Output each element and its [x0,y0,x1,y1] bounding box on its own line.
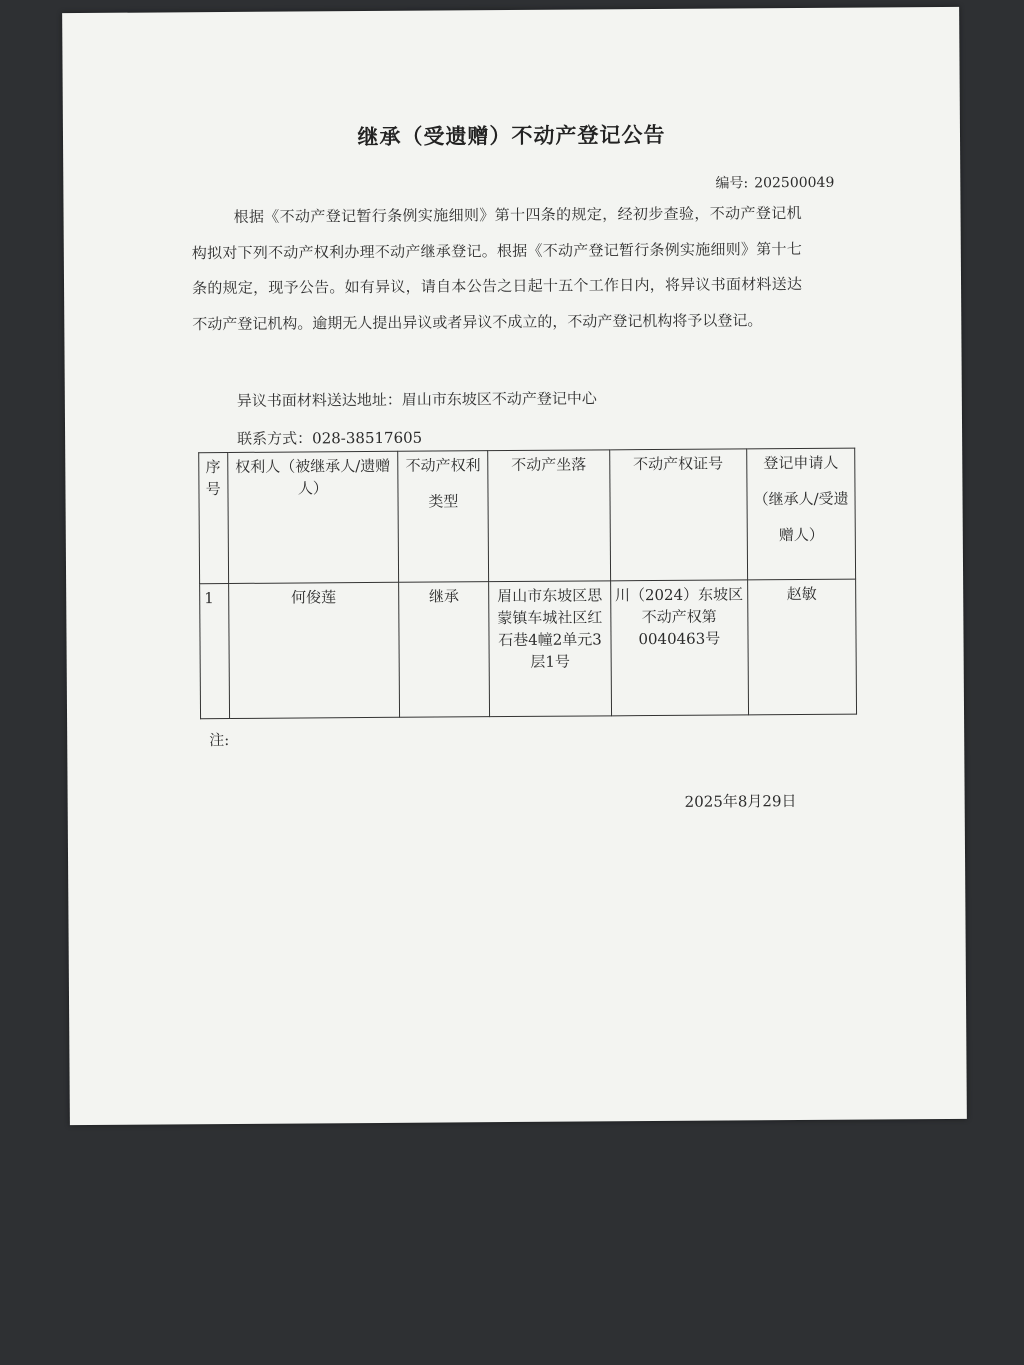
header-applicant-line1: 登记申请人 [763,453,839,473]
contact-info [237,427,422,449]
header-right-type [398,451,489,583]
cell-applicant: 赵敏 [748,579,857,715]
contact-value: 028-38517605 [312,428,423,448]
objection-address-label: 异议书面材料送达地址： [236,390,402,410]
header-location: 不动产坐落 [488,450,610,582]
header-no: 序号 [199,453,229,584]
cell-right-type: 继承 [399,582,490,718]
table-header-row [199,448,856,584]
notice-body: 根据《不动产登记暂行条例实施细则》第十四条的规定，经初步查验，不动产登记机构拟对下列不动产权利办理不动产继承登记。根据《不动产登记暂行条例实施细则》第十七条的规定，现予公告。如有异议，请自本公告之日起十五个工作日内，将异议书面材料送达不动产登记机构。逾期无人提出异议或者异议不成立的，不动产登记机构将予以登记。 [191,203,803,333]
notice-date: 2025年8月29日 [684,792,797,811]
cell-location: 眉山市东坡区思蒙镇车城社区红石巷4幢2单元3层1号 [489,581,611,717]
notice-title: 继承（受遗赠）不动产登记公告 [357,122,666,150]
header-right-type-line2: 类型 [428,492,459,511]
document-number [709,172,834,193]
table-row [200,579,857,719]
document-number-label: 编号: [715,175,749,192]
header-applicant-line2: （继承人/受遗 [753,489,849,509]
header-holder: 权利人（被继承人/遗赠人） [227,451,399,583]
document-number-value: 202500049 [754,174,835,192]
note-label: 注: [209,730,230,750]
notice-paper [62,7,967,1125]
header-cert-no: 不动产权证号 [609,449,747,581]
cell-cert-no: 川（2024）东坡区不动产权第0040463号 [610,580,749,716]
cell-no: 1 [200,583,230,718]
header-applicant [747,448,856,580]
contact-label: 联系方式： [237,429,313,448]
objection-address [237,387,597,411]
header-right-type-line1: 不动产权利 [405,456,481,475]
objection-address-value: 眉山市东坡区不动产登记中心 [401,389,597,409]
header-applicant-line3: 赠人） [778,525,824,545]
registration-table [198,448,857,720]
cell-holder: 何俊莲 [228,582,400,718]
